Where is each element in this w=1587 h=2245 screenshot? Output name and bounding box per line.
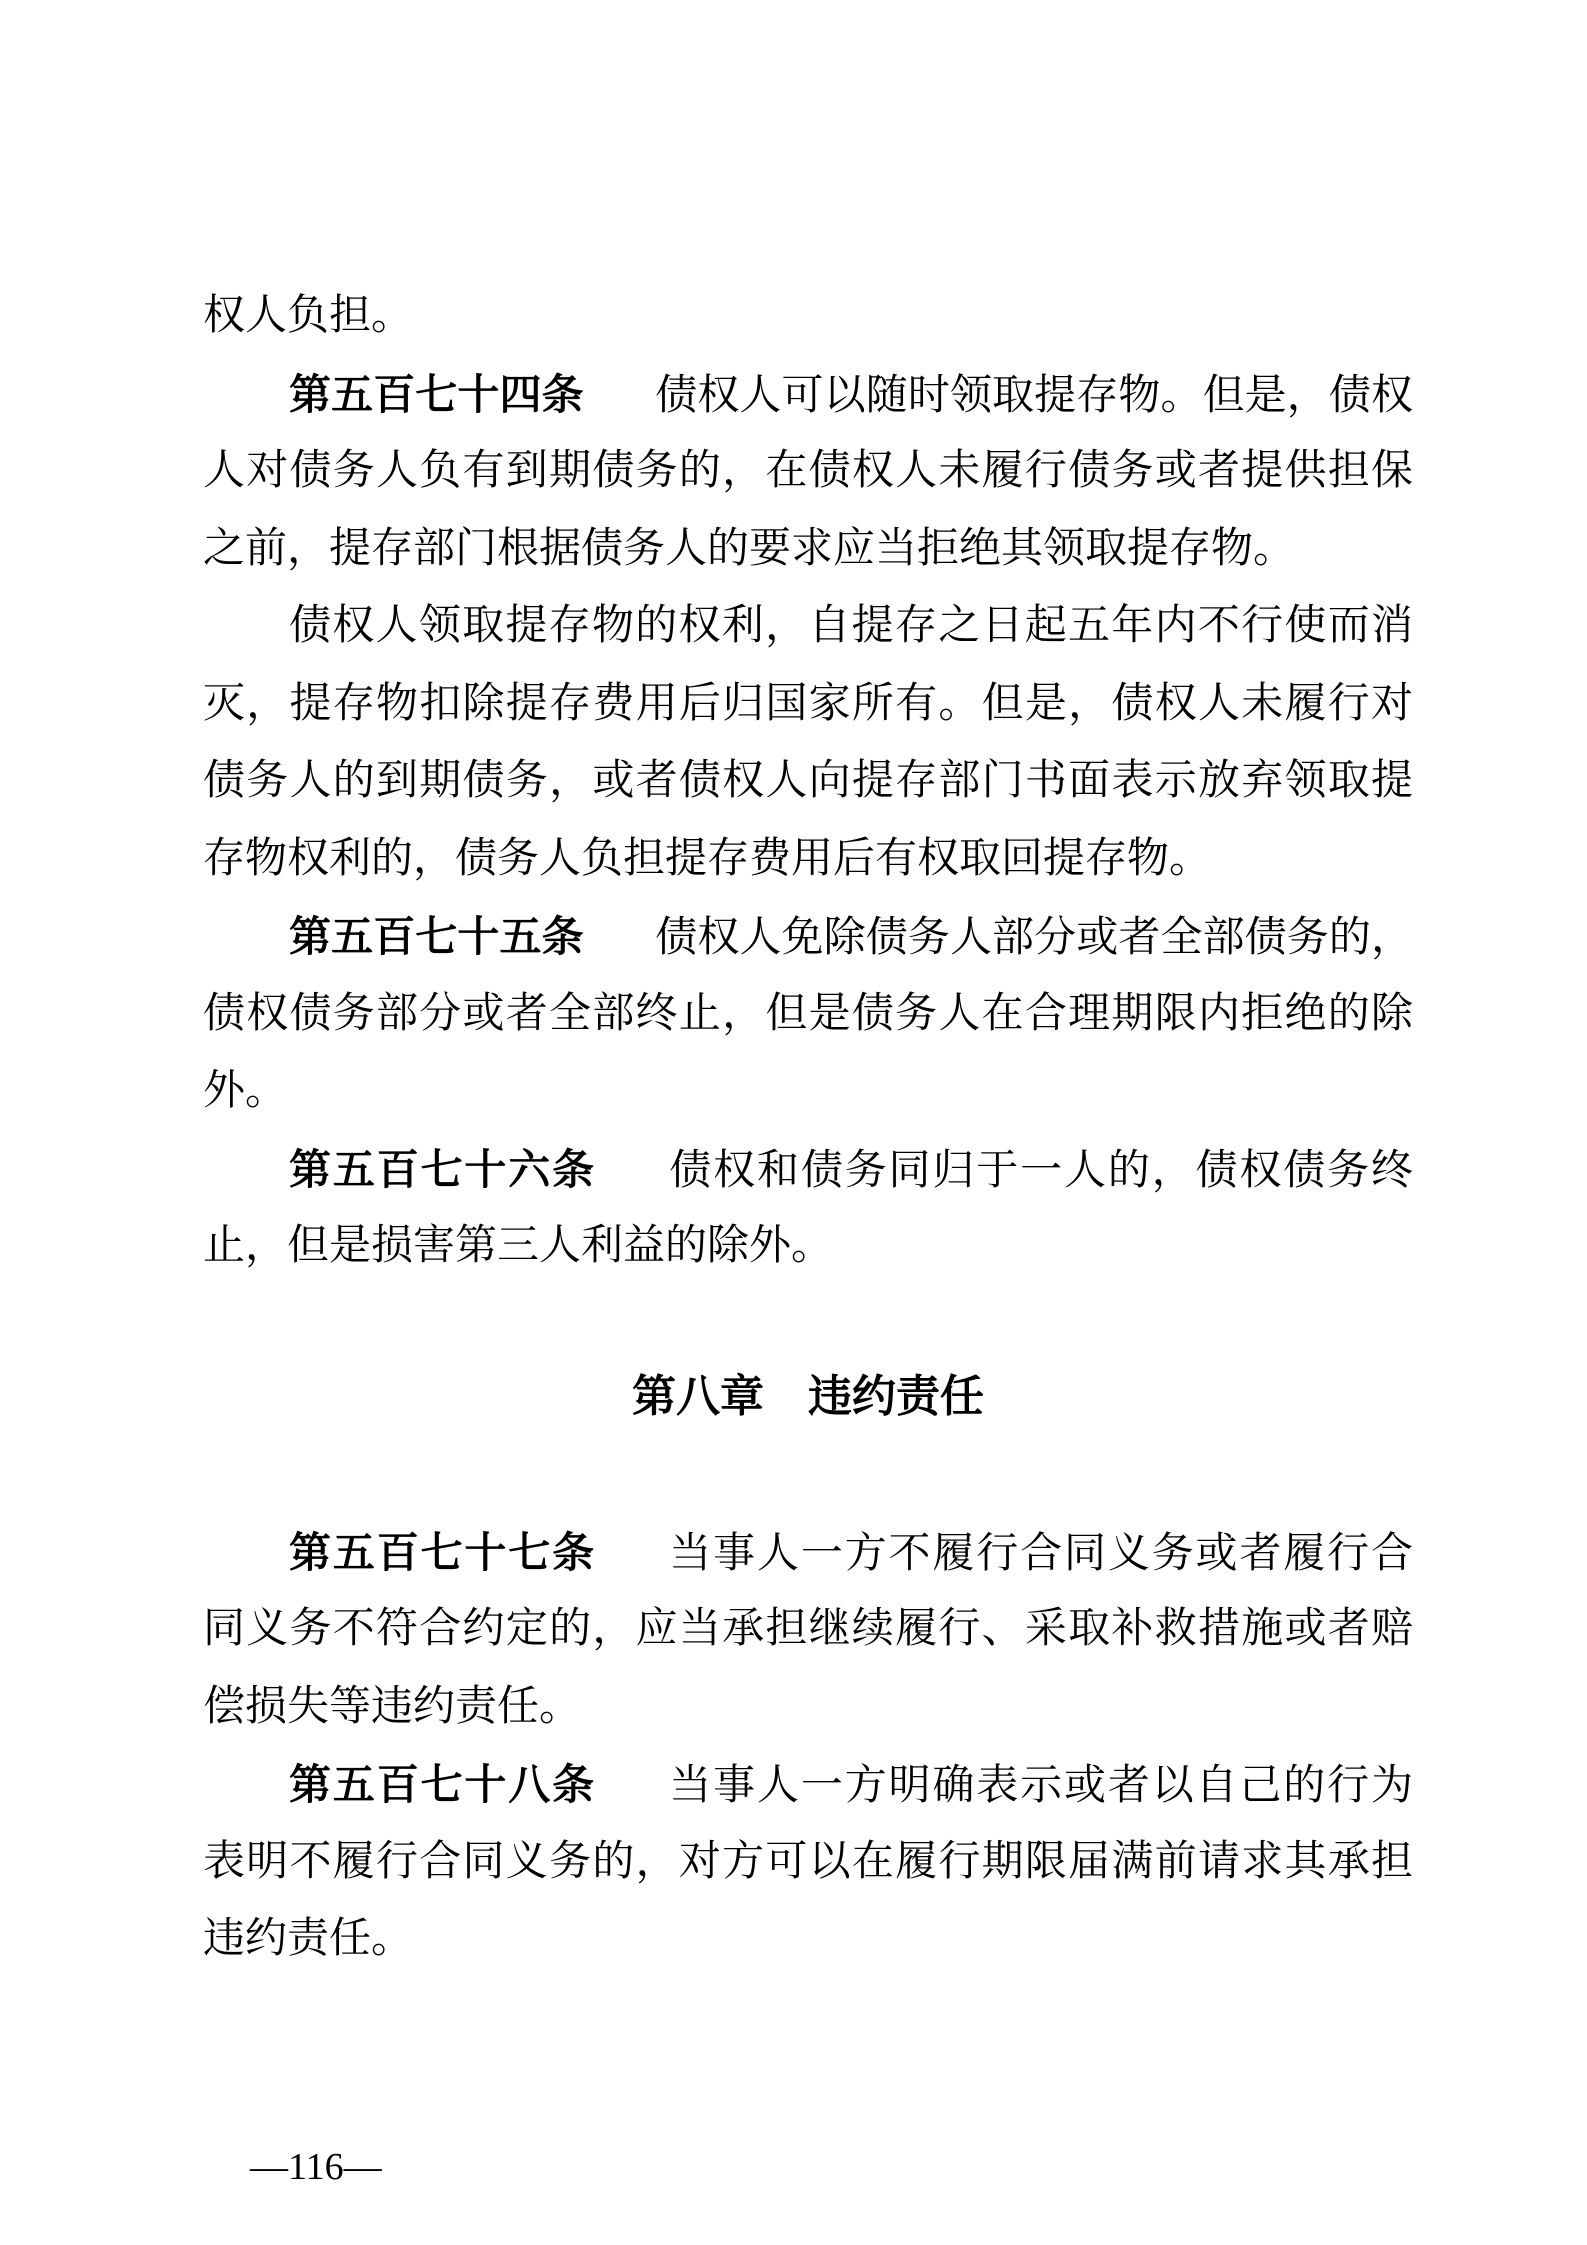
text-line	[203, 1591, 1413, 1669]
body-text: 偿损失等违约责任。	[203, 1683, 582, 1730]
article-number: 第五百七十八条	[289, 1761, 597, 1808]
body-text: 违约责任。	[203, 1916, 414, 1962]
body-text: 债权人领取提存物的权利，自提存之日起五年内不行使而消	[289, 603, 1413, 649]
body-text: 存物权利的，债务人负担提存费用后有权取回提存物。	[203, 835, 1212, 882]
body-text: 人对债务人负有到期债务的，在债权人未履行债务或者提供担保	[203, 448, 1413, 494]
chapter-heading-text: 第八章 违约责任	[632, 1371, 984, 1421]
text-line	[203, 588, 1413, 666]
text-line	[203, 278, 1413, 356]
article-number: 第五百七十七条	[289, 1528, 597, 1576]
article-number: 第五百七十六条	[289, 1145, 597, 1193]
body-text: 债权人可以随时领取提存物。但是，债权	[613, 372, 1413, 419]
body-text: 表明不履行合同义务的，对方可以在履行期限届满前请求其承担	[203, 1838, 1413, 1885]
body-text: 债权人免除债务人部分或者全部债务的，	[613, 915, 1413, 961]
body-text: 当事人一方明确表示或者以自己的行为	[625, 1763, 1413, 1809]
text-line	[203, 511, 1413, 589]
text-line	[203, 1053, 1413, 1131]
body-text: 外。	[203, 1068, 288, 1114]
text-line	[203, 898, 1413, 976]
text-line	[203, 1208, 1413, 1286]
body-text: 之前，提存部门根据债务人的要求应当拒绝其领取提存物。	[203, 525, 1296, 572]
body-text: 灭，提存物扣除提存费用后归国家所有。但是，债权人未履行对	[203, 680, 1413, 727]
text-line	[203, 1746, 1413, 1824]
page-number: —116—	[250, 2146, 382, 2188]
body-text: 止，但是损害第三人利益的除外。	[203, 1223, 834, 1269]
text-line	[203, 1131, 1413, 1209]
text-line	[203, 1824, 1413, 1902]
text-line	[203, 433, 1413, 511]
body-text: 债权债务部分或者全部终止，但是债务人在合理期限内拒绝的除	[203, 990, 1413, 1037]
text-line	[203, 1514, 1413, 1592]
body-text: 当事人一方不履行合同义务或者履行合	[625, 1530, 1413, 1577]
article-number: 第五百七十四条	[289, 370, 584, 418]
text-line	[203, 743, 1413, 821]
text-line	[203, 1901, 1413, 1979]
document-content	[203, 278, 1413, 1979]
body-text: 同义务不符合约定的，应当承担继续履行、采取补救措施或者赔	[203, 1606, 1413, 1652]
body-text: 债务人的到期债务，或者债权人向提存部门书面表示放弃领取提	[203, 758, 1413, 804]
body-text: 债权和债务同归于一人的，债权债务终	[625, 1147, 1413, 1194]
chapter-heading	[203, 1358, 1413, 1436]
text-line	[203, 356, 1413, 434]
text-line	[203, 976, 1413, 1054]
body-text: 权人负担。	[203, 293, 414, 339]
text-line	[203, 1669, 1413, 1747]
text-line	[203, 666, 1413, 744]
text-line	[203, 821, 1413, 899]
article-number: 第五百七十五条	[289, 913, 584, 960]
